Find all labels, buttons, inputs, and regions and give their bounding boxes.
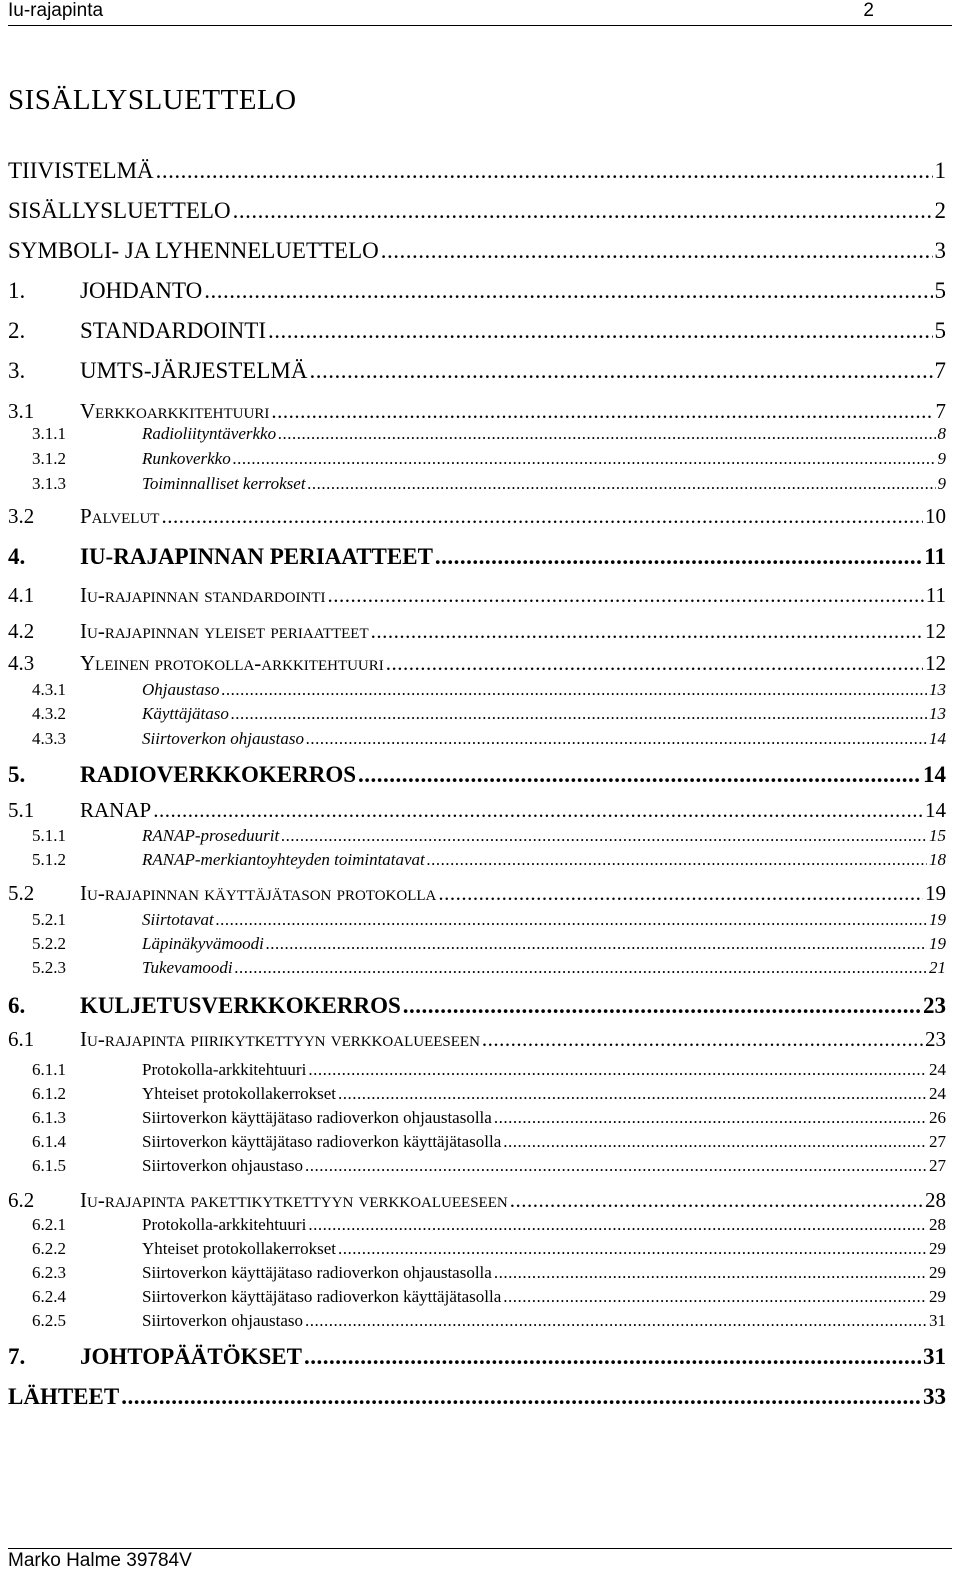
toc-leader-dots [371, 619, 923, 644]
toc-entry-number: 5.2 [8, 881, 35, 905]
toc-entry-title: RANAP [80, 798, 152, 822]
toc-entry[interactable] [8, 1239, 946, 1259]
toc-entry[interactable] [8, 619, 946, 644]
toc-entry[interactable] [8, 1060, 946, 1080]
toc-entry-title: SYMBOLI- JA LYHENNELUETTELO [8, 238, 379, 263]
toc-entry-page: 19 [929, 934, 946, 953]
toc-leader-dots [305, 1311, 927, 1331]
toc-leader-dots [338, 1084, 927, 1104]
toc-entry[interactable] [8, 504, 946, 529]
toc-entry-number: 5.1.1 [32, 826, 66, 845]
toc-entry-page: 14 [923, 762, 946, 787]
toc-entry-title: IU-RAJAPINNAN PERIAATTEET [80, 544, 433, 569]
toc-entry-number: 5.2.3 [32, 958, 66, 977]
toc-leader-dots [494, 1263, 927, 1283]
toc-leader-dots [153, 798, 923, 823]
toc-entry-number: 3.1.1 [32, 424, 66, 443]
toc-leader-dots [305, 1156, 927, 1176]
toc-entry-page: 14 [925, 798, 946, 822]
toc-entry-page: 29 [929, 1263, 946, 1282]
toc-entry-title: LÄHTEET [8, 1384, 120, 1409]
toc-entry-page: 9 [937, 449, 946, 468]
toc-entry-number: 3. [8, 358, 26, 383]
toc-entry-title: RANAP-merkiantoyhteyden toimintatavat [142, 850, 425, 869]
running-footer: Marko Halme 39784V [8, 1550, 192, 1571]
toc-entry-page: 15 [929, 826, 946, 845]
toc-entry-page: 11 [925, 583, 946, 607]
toc-entry[interactable] [8, 826, 946, 846]
toc-entry-number: 6. [8, 993, 26, 1018]
toc-entry-page: 19 [925, 881, 946, 905]
toc-entry-page: 18 [929, 850, 946, 869]
toc-entry-page: 2 [934, 198, 946, 223]
toc-entry-page: 29 [929, 1239, 946, 1258]
toc-leader-dots [161, 504, 923, 529]
toc-entry-page: 33 [923, 1384, 946, 1409]
toc-entry-page: 27 [929, 1156, 946, 1175]
toc-leader-dots [386, 651, 923, 676]
toc-entry-page: 27 [929, 1132, 946, 1151]
toc-entry[interactable] [8, 958, 946, 978]
toc-leader-dots [306, 729, 927, 749]
header-rule [8, 25, 952, 26]
toc-entry-title: RADIOVERKKOKERROS [80, 762, 357, 787]
toc-entry-title: Toiminnalliset kerrokset [142, 474, 306, 493]
toc-entry[interactable] [8, 1188, 946, 1213]
toc-entry[interactable] [8, 424, 946, 444]
toc-entry-title: Verkkoarkkitehtuuri [80, 399, 270, 423]
toc-entry-number: 1. [8, 278, 26, 303]
toc-leader-dots [403, 993, 921, 1019]
toc-entry-title: Ohjaustaso [142, 680, 220, 699]
toc-entry-page: 5 [934, 278, 946, 303]
toc-leader-dots [233, 449, 936, 469]
toc-entry[interactable] [8, 934, 946, 954]
toc-leader-dots [204, 278, 932, 304]
toc-entry-number: 3.1.3 [32, 474, 66, 493]
toc-leader-dots [427, 850, 927, 870]
toc-entry-title: Siirtoverkon ohjaustaso [142, 1156, 304, 1175]
toc-entry-page: 23 [923, 993, 946, 1018]
toc-entry-number: 6.1.3 [32, 1108, 66, 1127]
toc-entry-title: Radioliityntäverkko [142, 424, 277, 443]
toc-entry-title: TIIVISTELMÄ [8, 158, 154, 183]
toc-entry[interactable] [8, 1344, 946, 1370]
toc-entry-number: 6.1.2 [32, 1084, 66, 1103]
toc-entry-page: 12 [925, 651, 946, 675]
toc-entry-title: Iu-rajapinta piirikytkettyyn verkkoalueeseen [80, 1027, 480, 1051]
toc-entry-page: 7 [935, 399, 946, 423]
toc-leader-dots [281, 826, 927, 846]
toc-entry-page: 21 [929, 958, 946, 977]
toc-entry-number: 6.2.3 [32, 1263, 66, 1282]
toc-entry[interactable] [8, 198, 946, 224]
toc-entry-title: Käyttäjätaso [142, 704, 229, 723]
toc-entry-number: 6.2.2 [32, 1239, 66, 1258]
toc-entry-number: 4.3.1 [32, 680, 66, 699]
toc-entry-title: STANDARDOINTI [80, 318, 266, 343]
toc-entry[interactable] [8, 729, 946, 749]
toc-leader-dots [438, 881, 923, 906]
toc-entry[interactable] [8, 798, 946, 823]
toc-leader-dots [278, 424, 935, 444]
toc-leader-dots [309, 358, 932, 384]
toc-entry[interactable] [8, 1027, 946, 1052]
toc-entry-page: 9 [937, 474, 946, 493]
toc-entry-title: Siirtotavat [142, 910, 214, 929]
toc-entry-number: 5.1 [8, 798, 35, 822]
toc-entry-title: Siirtoverkon ohjaustaso [142, 1311, 304, 1330]
toc-entry-title: JOHDANTO [80, 278, 203, 303]
toc-entry-page: 1 [934, 158, 946, 183]
header-title: Iu-rajapinta [8, 0, 104, 21]
toc-leader-dots [268, 318, 933, 344]
toc-leader-dots [304, 1344, 921, 1370]
toc-entry-title: Yleinen protokolla-arkkitehtuuri [80, 651, 384, 675]
toc-leader-dots [308, 474, 936, 494]
toc-entry[interactable] [8, 474, 946, 494]
toc-entry[interactable] [8, 850, 946, 870]
toc-leader-dots [231, 704, 927, 724]
toc-entry-page: 12 [925, 619, 946, 643]
toc-entry-number: 6.1 [8, 1027, 35, 1051]
toc-entry[interactable] [8, 910, 946, 930]
toc-entry-title: Runkoverkko [142, 449, 231, 468]
toc-entry-title: UMTS-JÄRJESTELMÄ [80, 358, 308, 383]
toc-leader-dots [503, 1287, 927, 1307]
toc-entry-number: 2. [8, 318, 26, 343]
toc-entry-title: JOHTOPÄÄTÖKSET [80, 1344, 302, 1369]
toc-entry[interactable] [8, 762, 946, 788]
toc-entry[interactable] [8, 993, 946, 1019]
toc-entry[interactable] [8, 1156, 946, 1176]
toc-entry[interactable] [8, 1263, 946, 1283]
toc-entry-page: 29 [929, 1287, 946, 1306]
toc-entry-number: 6.2.1 [32, 1215, 66, 1234]
toc-entry-title: Siirtoverkon käyttäjätaso radioverkon ohjaustasolla [142, 1108, 492, 1127]
toc-leader-dots [358, 762, 921, 788]
toc-entry-number: 4.1 [8, 583, 35, 607]
toc-leader-dots [482, 1027, 923, 1052]
toc-entry[interactable] [8, 238, 946, 264]
toc-entry-number: 6.2.4 [32, 1287, 66, 1306]
toc-entry-page: 24 [929, 1060, 946, 1079]
toc-entry-title: RANAP-proseduurit [142, 826, 280, 845]
toc-entry-title: Siirtoverkon käyttäjätaso radioverkon käyttäjätasolla [142, 1287, 502, 1306]
toc-entry-number: 3.2 [8, 504, 35, 528]
toc-entry-page: 7 [934, 358, 946, 383]
toc-entry[interactable] [8, 1215, 946, 1235]
toc-entry-number: 7. [8, 1344, 26, 1369]
toc-entry-title: Iu-rajapinta pakettikytkettyyn verkkoalueeseen [80, 1188, 508, 1212]
toc-entry-title: Iu-rajapinnan yleiset periaatteet [80, 619, 369, 643]
toc-leader-dots [308, 1215, 927, 1235]
toc-entry[interactable] [8, 278, 946, 304]
toc-leader-dots [121, 1384, 921, 1410]
toc-leader-dots [156, 158, 933, 184]
toc-entry-title: Siirtoverkon käyttäjätaso radioverkon ohjaustasolla [142, 1263, 492, 1282]
toc-entry-page: 31 [929, 1311, 946, 1330]
toc-entry[interactable] [8, 651, 946, 676]
toc-leader-dots [233, 198, 933, 224]
toc-leader-dots [216, 910, 927, 930]
toc-entry-title: SISÄLLYSLUETTELO [8, 198, 231, 223]
toc-entry-number: 4.3 [8, 651, 35, 675]
toc-leader-dots [381, 238, 933, 264]
toc-entry[interactable] [8, 881, 946, 906]
running-header [8, 0, 952, 22]
toc-entry[interactable] [8, 1108, 946, 1128]
toc-entry[interactable] [8, 449, 946, 469]
toc-leader-dots [510, 1188, 923, 1213]
header-page-number: 2 [863, 0, 874, 21]
toc-entry-number: 6.1.5 [32, 1156, 66, 1175]
toc-entry[interactable] [8, 1384, 946, 1410]
toc-entry-page: 31 [923, 1344, 946, 1369]
toc-entry[interactable] [8, 680, 946, 700]
page-title: SISÄLLYSLUETTELO [8, 84, 297, 116]
toc-leader-dots [503, 1132, 927, 1152]
toc-entry-title: Iu-rajapinnan standardointi [80, 583, 326, 607]
toc-entry-page: 26 [929, 1108, 946, 1127]
toc-entry-page: 11 [924, 544, 946, 569]
toc-entry-page: 24 [929, 1084, 946, 1103]
toc-leader-dots [494, 1108, 927, 1128]
toc-entry-title: Yhteiset protokollakerrokset [142, 1084, 337, 1103]
toc-entry-page: 28 [929, 1215, 946, 1234]
toc-entry[interactable] [8, 1084, 946, 1104]
toc-entry-title: Siirtoverkon käyttäjätaso radioverkon käyttäjätasolla [142, 1132, 502, 1151]
toc-entry-page: 3 [934, 238, 946, 263]
toc-entry-page: 23 [925, 1027, 946, 1051]
toc-entry[interactable] [8, 1311, 946, 1331]
toc-leader-dots [338, 1239, 927, 1259]
toc-entry-number: 5.2.1 [32, 910, 66, 929]
toc-entry-title: Palvelut [80, 504, 160, 528]
toc-entry-title: KULJETUSVERKKOKERROS [80, 993, 401, 1018]
toc-entry-title: Protokolla-arkkitehtuuri [142, 1215, 307, 1234]
toc-leader-dots [435, 544, 922, 570]
toc-entry-page: 10 [925, 504, 946, 528]
toc-entry[interactable] [8, 1287, 946, 1307]
toc-entry-page: 5 [934, 318, 946, 343]
toc-entry[interactable] [8, 583, 946, 608]
toc-entry[interactable] [8, 318, 946, 344]
toc-entry-page: 19 [929, 910, 946, 929]
toc-entry-page: 13 [929, 704, 946, 723]
toc-entry-number: 4.3.2 [32, 704, 66, 723]
toc-entry-title: Yhteiset protokollakerrokset [142, 1239, 337, 1258]
toc-leader-dots [235, 958, 927, 978]
toc-entry-number: 6.1.4 [32, 1132, 66, 1151]
toc-entry-page: 28 [925, 1188, 946, 1212]
toc-entry-number: 4.2 [8, 619, 35, 643]
toc-entry-number: 6.2.5 [32, 1311, 66, 1330]
toc-leader-dots [221, 680, 927, 700]
toc-entry-number: 5.1.2 [32, 850, 66, 869]
toc-leader-dots [266, 934, 927, 954]
toc-entry-number: 4. [8, 544, 26, 569]
toc-entry-title: Iu-rajapinnan käyttäjätason protokolla [80, 881, 437, 905]
toc-entry-number: 3.1.2 [32, 449, 66, 468]
toc-entry-number: 5. [8, 762, 26, 787]
toc-leader-dots [308, 1060, 927, 1080]
toc-entry[interactable] [8, 358, 946, 384]
toc-entry[interactable] [8, 158, 946, 184]
toc-leader-dots [328, 583, 924, 608]
toc-entry-title: Tukevamoodi [142, 958, 233, 977]
toc-entry[interactable] [8, 704, 946, 724]
toc-entry[interactable] [8, 1132, 946, 1152]
toc-entry-page: 8 [937, 424, 946, 443]
toc-leader-dots [271, 399, 933, 424]
toc-entry-number: 4.3.3 [32, 729, 66, 748]
toc-entry-number: 6.1.1 [32, 1060, 66, 1079]
toc-entry-page: 13 [929, 680, 946, 699]
toc-entry-page: 14 [929, 729, 946, 748]
toc-entry-title: Siirtoverkon ohjaustaso [142, 729, 304, 748]
toc-entry[interactable] [8, 399, 946, 424]
toc-entry-title: Läpinäkyvämoodi [142, 934, 264, 953]
toc-entry-title: Protokolla-arkkitehtuuri [142, 1060, 307, 1079]
toc-entry-number: 3.1 [8, 399, 35, 423]
toc-entry-number: 5.2.2 [32, 934, 66, 953]
toc-entry[interactable] [8, 544, 946, 570]
toc-entry-number: 6.2 [8, 1188, 35, 1212]
